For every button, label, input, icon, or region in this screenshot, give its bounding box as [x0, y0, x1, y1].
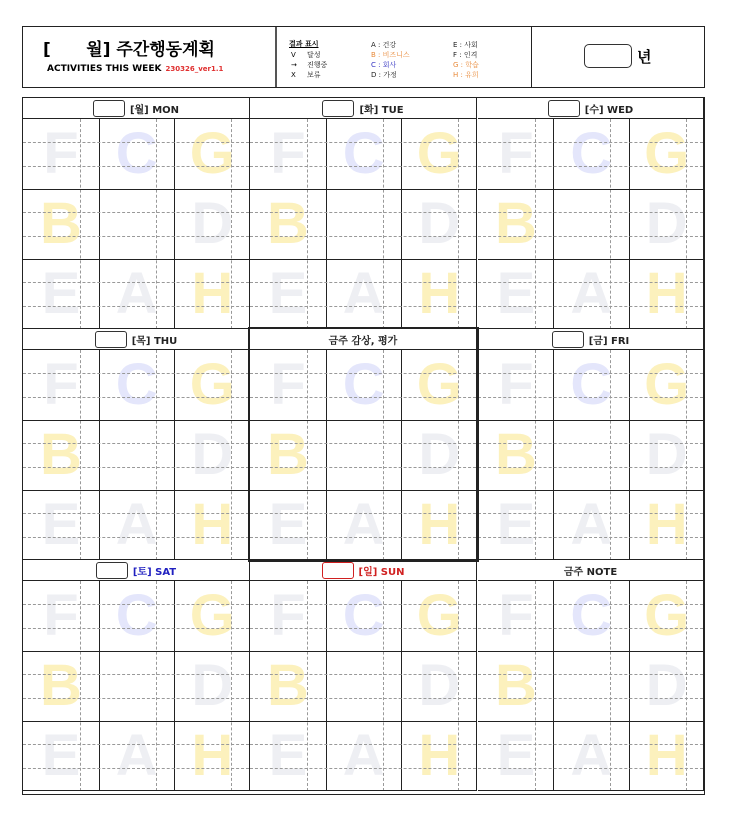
- dashed-line: [23, 142, 249, 143]
- dashed-line: [250, 166, 476, 167]
- dashed-line: [23, 467, 249, 468]
- category-letter: C: [342, 583, 385, 648]
- category-letter: F: [43, 352, 79, 417]
- dashed-line: [478, 513, 703, 514]
- dashed-divider: [458, 119, 459, 329]
- category-letter: F: [498, 352, 534, 417]
- activity-grid[interactable]: [23, 581, 250, 791]
- mark-symbol: V: [291, 51, 296, 59]
- mark-label: 보류: [307, 71, 321, 79]
- row-divider: [23, 189, 249, 190]
- subtitle: [47, 64, 223, 74]
- dashed-divider: [231, 119, 232, 329]
- category-letter: F: [43, 121, 79, 186]
- category-letter: G: [416, 121, 462, 186]
- row-divider: [23, 651, 249, 652]
- dashed-divider: [458, 350, 459, 560]
- date-input[interactable]: [96, 562, 128, 579]
- category-letter: G: [644, 583, 690, 648]
- category-letter: H: [191, 261, 234, 326]
- day-block: [250, 329, 477, 560]
- category-letter: D: [418, 653, 461, 718]
- dashed-line: [478, 306, 703, 307]
- category-letter: A: [342, 492, 385, 557]
- category-letter: D: [191, 422, 234, 487]
- date-input[interactable]: [552, 331, 584, 348]
- activity-grid[interactable]: [23, 350, 250, 560]
- block-header: [478, 98, 704, 119]
- dashed-line: [478, 467, 703, 468]
- activity-grid[interactable]: [250, 350, 477, 560]
- row-divider: [478, 259, 703, 260]
- category-letter: C: [570, 121, 613, 186]
- dashed-line: [250, 282, 476, 283]
- row-divider: [250, 189, 476, 190]
- row-divider: [250, 259, 476, 260]
- category-letter: A: [115, 261, 158, 326]
- category-letter: G: [416, 352, 462, 417]
- block-label: [수] WED: [584, 104, 634, 116]
- dashed-line: [23, 236, 249, 237]
- dashed-line: [478, 443, 703, 444]
- row-divider: [23, 259, 249, 260]
- dashed-line: [23, 674, 249, 675]
- category-letter: D: [645, 422, 688, 487]
- dashed-line: [250, 306, 476, 307]
- block-header: [23, 560, 250, 581]
- category-letter: C: [570, 583, 613, 648]
- dashed-line: [23, 166, 249, 167]
- category-letter: G: [416, 583, 462, 648]
- block-label: 금주 감상, 평가: [328, 335, 398, 347]
- category-letter: F: [43, 583, 79, 648]
- category-letter: D: [645, 191, 688, 256]
- category-letter: C: [342, 121, 385, 186]
- block-label: [금] FRI: [588, 335, 630, 347]
- category-letter: A: [570, 492, 613, 557]
- category-letter: E: [41, 261, 81, 326]
- dashed-line: [250, 628, 476, 629]
- category-letter: D: [191, 653, 234, 718]
- block-header: [23, 329, 250, 350]
- block-label: [월] MON: [129, 104, 180, 116]
- legend-mark: [291, 60, 327, 70]
- year-section: [532, 27, 704, 87]
- dashed-line: [23, 212, 249, 213]
- block-header: [23, 98, 250, 119]
- dashed-line: [478, 698, 703, 699]
- category-letter: B: [267, 422, 309, 487]
- mark-label: 진행중: [307, 61, 328, 69]
- legend-category: F : 인격: [453, 51, 478, 59]
- mark-symbol: →: [291, 61, 297, 69]
- dashed-line: [23, 628, 249, 629]
- row-divider: [478, 721, 703, 722]
- dashed-line: [250, 397, 476, 398]
- block-label: [토] SAT: [132, 566, 177, 578]
- dashed-line: [478, 768, 703, 769]
- row-divider: [250, 559, 476, 560]
- year-label: 년: [637, 48, 652, 66]
- dashed-divider: [686, 581, 687, 791]
- dashed-line: [478, 166, 703, 167]
- legend-category: C : 회사: [371, 61, 397, 69]
- block-label: [목] THU: [131, 335, 178, 347]
- dashed-line: [23, 397, 249, 398]
- category-letter: F: [270, 352, 306, 417]
- dashed-line: [250, 513, 476, 514]
- category-letter: E: [496, 261, 536, 326]
- category-letter: F: [270, 121, 306, 186]
- column-divider: [23, 350, 175, 560]
- dashed-line: [23, 698, 249, 699]
- dashed-line: [23, 373, 249, 374]
- row-divider: [250, 420, 476, 421]
- dashed-line: [478, 282, 703, 283]
- page-title: [ 월] 주간행동계획: [43, 40, 215, 60]
- header-bar: [22, 26, 705, 88]
- activity-grid[interactable]: [478, 350, 704, 560]
- date-input[interactable]: [95, 331, 127, 348]
- category-letter: E: [268, 261, 308, 326]
- legend-category: A : 건강: [371, 41, 397, 49]
- dashed-line: [250, 467, 476, 468]
- dashed-line: [250, 236, 476, 237]
- category-letter: D: [418, 191, 461, 256]
- category-letter: C: [115, 121, 158, 186]
- column-divider: [478, 350, 630, 560]
- category-letter: E: [268, 492, 308, 557]
- dashed-line: [478, 397, 703, 398]
- dashed-line: [23, 604, 249, 605]
- category-letter: B: [40, 422, 82, 487]
- dashed-line: [23, 306, 249, 307]
- category-letter: A: [570, 723, 613, 788]
- category-letter: G: [644, 352, 690, 417]
- activity-grid[interactable]: [478, 581, 704, 791]
- category-letter: D: [645, 653, 688, 718]
- category-letter: B: [40, 653, 82, 718]
- row-divider: [250, 651, 476, 652]
- row-divider: [478, 790, 703, 791]
- category-letter: A: [570, 261, 613, 326]
- row-divider: [250, 490, 476, 491]
- category-letter: E: [41, 492, 81, 557]
- row-divider: [23, 490, 249, 491]
- category-letter: A: [342, 723, 385, 788]
- row-divider: [23, 790, 249, 791]
- dashed-line: [23, 513, 249, 514]
- dashed-line: [250, 537, 476, 538]
- column-divider: [478, 119, 630, 329]
- row-divider: [250, 721, 476, 722]
- column-divider: [250, 119, 402, 329]
- block-header: [250, 560, 477, 581]
- dashed-divider: [686, 350, 687, 560]
- row-divider: [23, 420, 249, 421]
- block-header: [478, 560, 704, 581]
- dashed-line: [478, 674, 703, 675]
- category-letter: G: [189, 352, 235, 417]
- category-letter: H: [191, 492, 234, 557]
- legend-category: H : 유희: [453, 71, 479, 79]
- mark-symbol: X: [291, 71, 296, 79]
- legend-category: B : 비즈니스: [371, 51, 410, 59]
- category-letter: H: [645, 492, 688, 557]
- category-letter: B: [267, 191, 309, 256]
- row-divider: [250, 790, 476, 791]
- legend-category: D : 가정: [371, 71, 397, 79]
- category-letter: A: [115, 723, 158, 788]
- category-letter: E: [268, 723, 308, 788]
- date-input[interactable]: [322, 100, 354, 117]
- dashed-line: [23, 768, 249, 769]
- column-divider: [23, 581, 175, 791]
- dashed-line: [478, 236, 703, 237]
- dashed-line: [478, 604, 703, 605]
- row-divider: [478, 189, 703, 190]
- date-input[interactable]: [322, 562, 354, 579]
- weekly-board: [22, 97, 705, 795]
- category-letter: H: [418, 723, 461, 788]
- row-divider: [478, 490, 703, 491]
- dashed-line: [250, 604, 476, 605]
- dashed-divider: [686, 119, 687, 329]
- mark-label: 달성: [307, 51, 321, 59]
- category-letter: G: [189, 583, 235, 648]
- dashed-line: [478, 628, 703, 629]
- dashed-line: [250, 674, 476, 675]
- legend-category: G : 학습: [453, 61, 479, 69]
- legend-mark: [291, 70, 321, 80]
- dashed-line: [478, 537, 703, 538]
- row-divider: [478, 420, 703, 421]
- category-letter: B: [40, 191, 82, 256]
- dashed-divider: [231, 350, 232, 560]
- date-input[interactable]: [548, 100, 580, 117]
- category-letter: F: [270, 583, 306, 648]
- dashed-line: [250, 142, 476, 143]
- category-letter: H: [418, 261, 461, 326]
- category-letter: B: [267, 653, 309, 718]
- row-divider: [478, 651, 703, 652]
- row-divider: [23, 721, 249, 722]
- subtitle-text: ACTIVITIES THIS WEEK: [47, 64, 162, 74]
- category-letter: E: [496, 723, 536, 788]
- category-letter: H: [191, 723, 234, 788]
- dashed-divider: [231, 581, 232, 791]
- category-letter: B: [495, 422, 537, 487]
- dashed-line: [250, 212, 476, 213]
- dashed-line: [250, 373, 476, 374]
- category-letter: F: [498, 121, 534, 186]
- legend-heading: 결과 표시: [289, 40, 319, 48]
- category-letter: C: [342, 352, 385, 417]
- legend: [277, 27, 532, 87]
- date-input[interactable]: [93, 100, 125, 117]
- category-letter: A: [115, 492, 158, 557]
- legend-mark: [291, 50, 321, 60]
- column-divider: [478, 581, 630, 791]
- category-letter: C: [115, 352, 158, 417]
- dashed-divider: [458, 581, 459, 791]
- category-letter: D: [191, 191, 234, 256]
- dashed-line: [250, 443, 476, 444]
- block-label: 금주 NOTE: [563, 566, 618, 578]
- dashed-line: [23, 744, 249, 745]
- activity-grid[interactable]: [23, 119, 250, 329]
- category-letter: H: [418, 492, 461, 557]
- year-input[interactable]: [584, 44, 632, 68]
- category-letter: C: [570, 352, 613, 417]
- activity-grid[interactable]: [250, 581, 477, 791]
- category-letter: A: [342, 261, 385, 326]
- dashed-line: [23, 537, 249, 538]
- activity-grid[interactable]: [478, 119, 704, 329]
- dashed-line: [250, 744, 476, 745]
- category-letter: F: [498, 583, 534, 648]
- category-letter: B: [495, 653, 537, 718]
- column-divider: [23, 119, 175, 329]
- dashed-line: [478, 212, 703, 213]
- column-divider: [250, 350, 402, 560]
- block-label: [일] SUN: [358, 566, 405, 578]
- dashed-line: [478, 744, 703, 745]
- dashed-line: [23, 282, 249, 283]
- category-letter: G: [644, 121, 690, 186]
- dashed-line: [478, 142, 703, 143]
- category-letter: G: [189, 121, 235, 186]
- category-letter: E: [41, 723, 81, 788]
- category-letter: H: [645, 723, 688, 788]
- title-section: [23, 27, 277, 87]
- dashed-line: [478, 373, 703, 374]
- category-letter: E: [496, 492, 536, 557]
- category-letter: D: [418, 422, 461, 487]
- block-header: [250, 329, 477, 350]
- version-label: 230326_ver1.1: [165, 65, 224, 73]
- category-letter: H: [645, 261, 688, 326]
- column-divider: [250, 581, 402, 791]
- dashed-line: [23, 443, 249, 444]
- legend-category: E : 사회: [453, 41, 478, 49]
- activity-grid[interactable]: [250, 119, 477, 329]
- block-label: [화] TUE: [359, 104, 404, 116]
- category-letter: C: [115, 583, 158, 648]
- block-header: [250, 98, 477, 119]
- dashed-line: [250, 768, 476, 769]
- dashed-line: [250, 698, 476, 699]
- category-letter: B: [495, 191, 537, 256]
- block-header: [478, 329, 704, 350]
